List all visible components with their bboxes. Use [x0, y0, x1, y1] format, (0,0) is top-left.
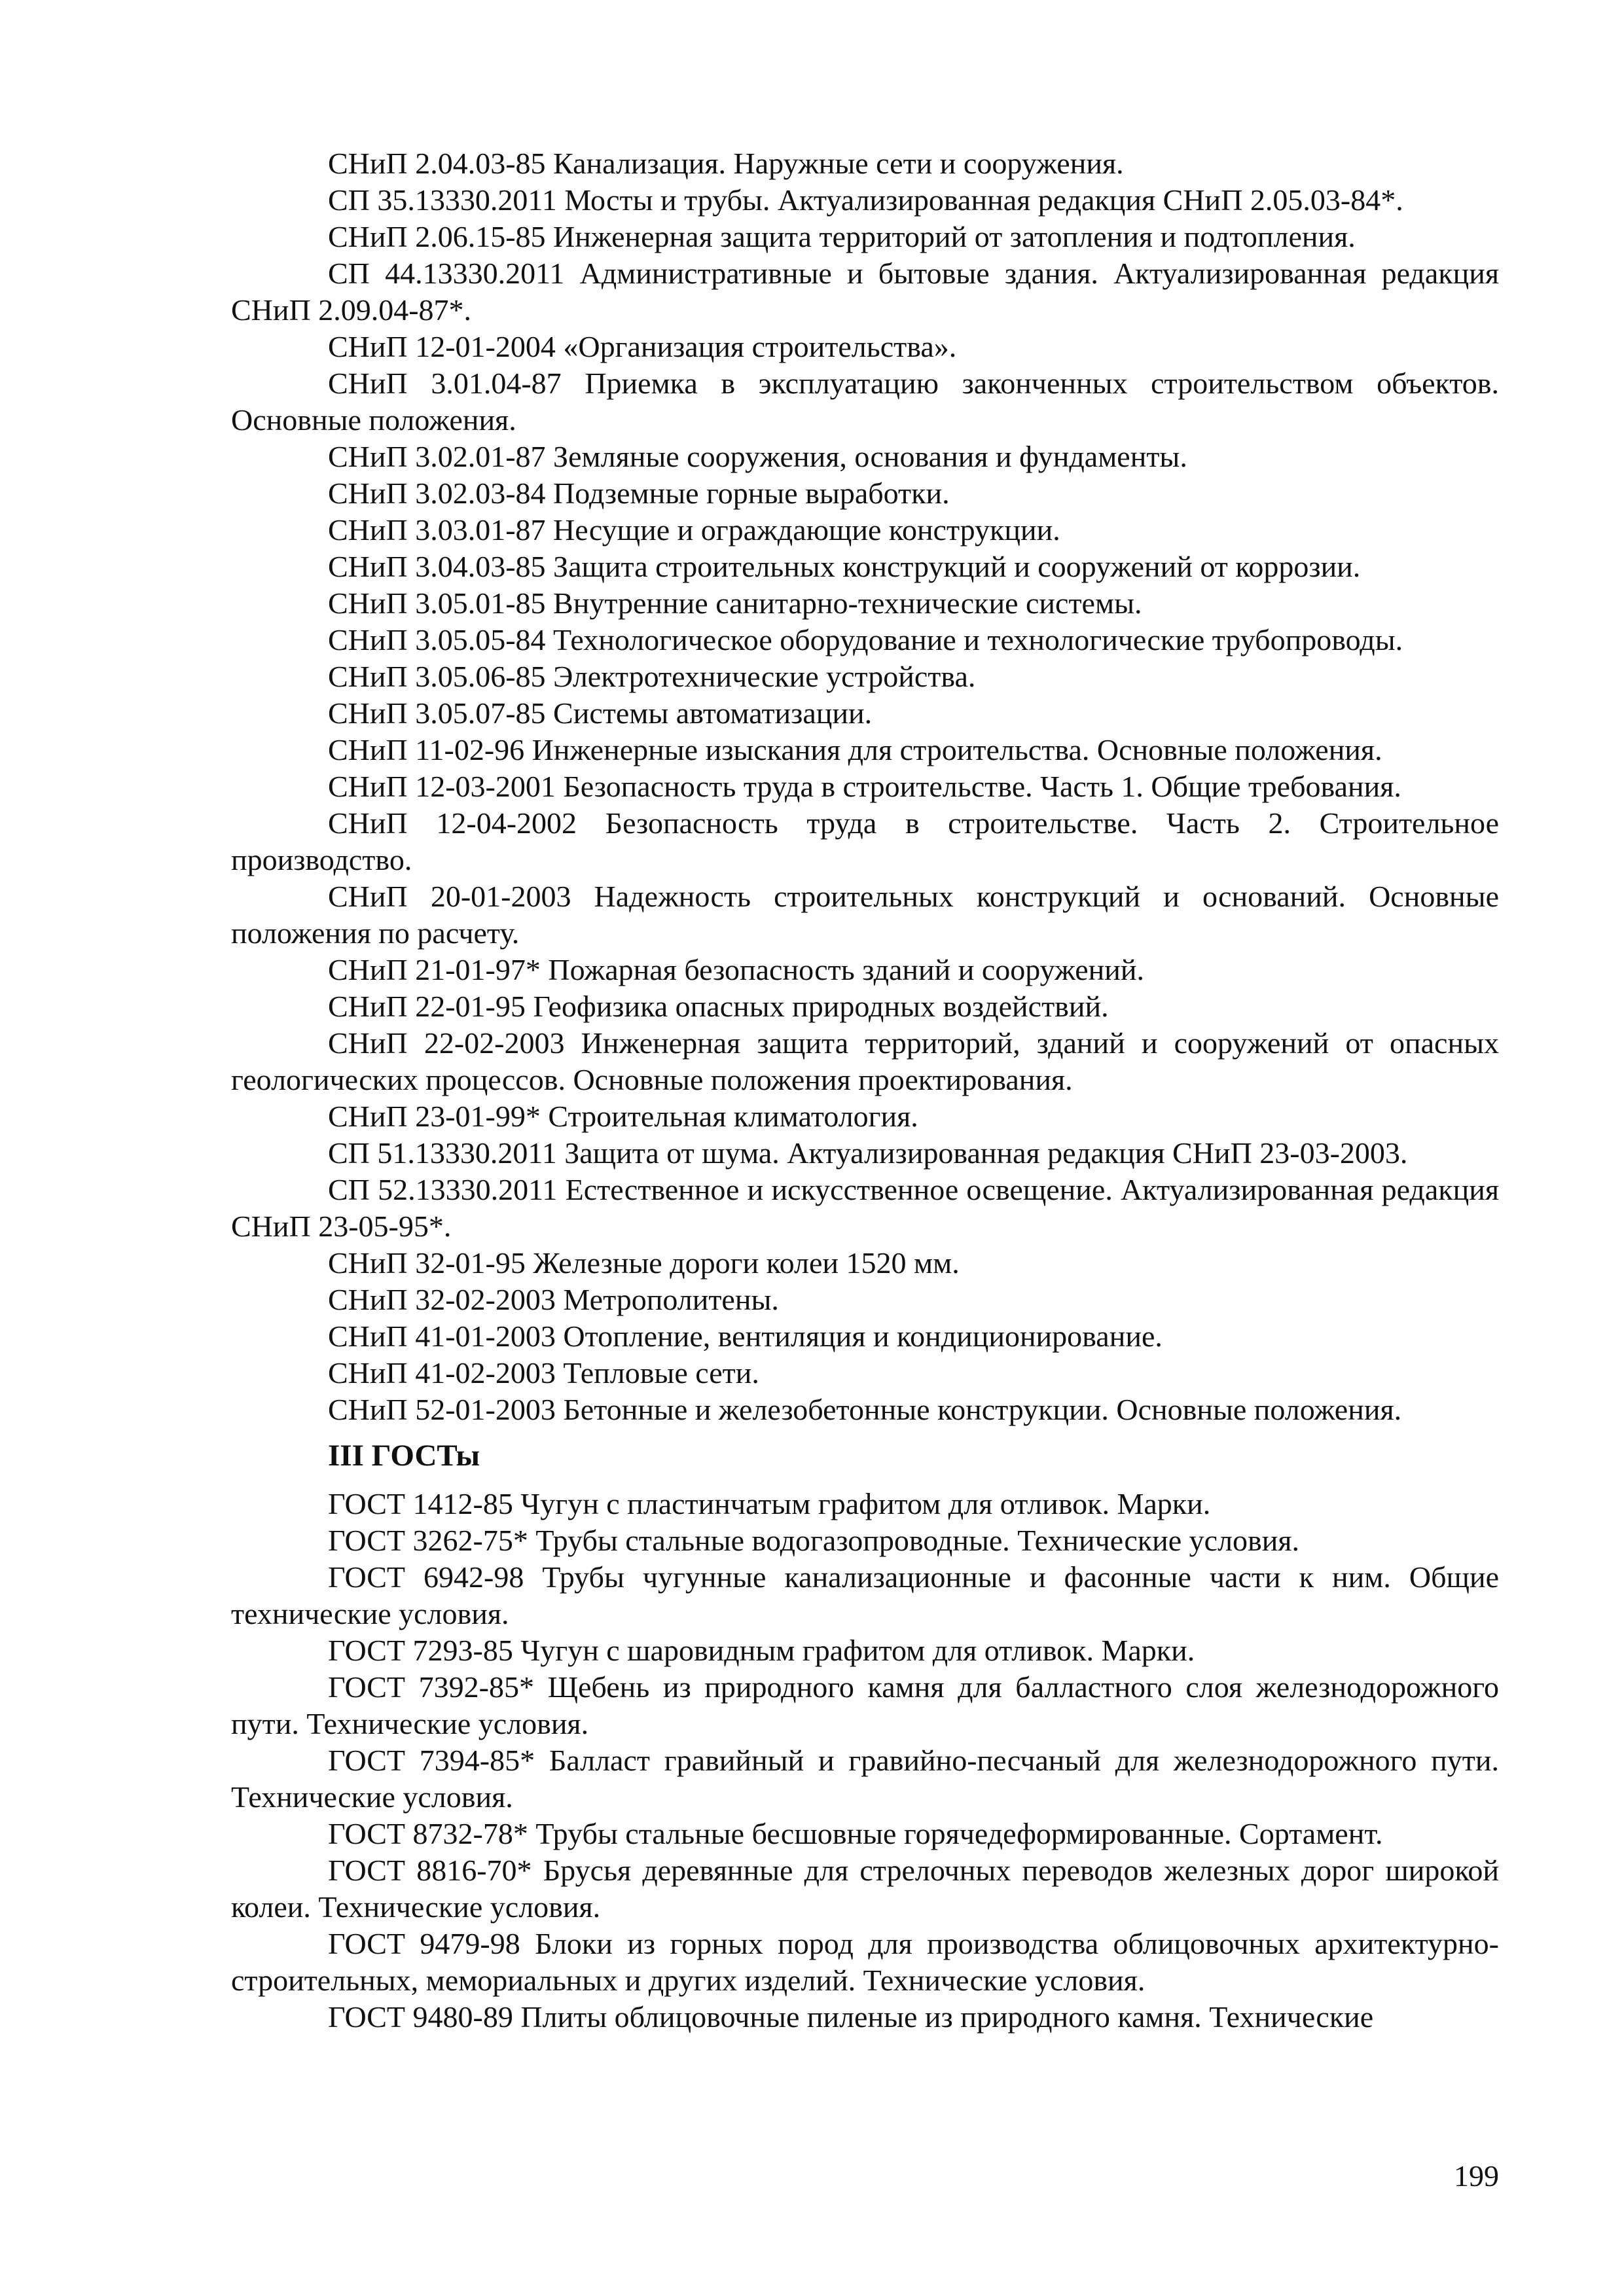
list-item: СНиП 32-01-95 Железные дороги колеи 1520 мм.: [328, 1246, 960, 1280]
list-item: СНиП 22-02-2003 Инженерная защита территорий, зданий и сооружений от опасных геологических процессов. Основные положения проектирования.: [231, 1026, 1499, 1096]
section-heading: III ГОСТы: [328, 1439, 480, 1473]
list-item: ГОСТ 3262-75* Трубы стальные водогазопроводные. Технические условия.: [328, 1524, 1300, 1557]
list-item: СНиП 32-02-2003 Метрополитены.: [328, 1283, 779, 1316]
page-number: 199: [1454, 2159, 1499, 2193]
list-item: ГОСТ 8816-70* Брусья деревянные для стрелочных переводов железных дорог широкой колеи. Технические условия.: [231, 1854, 1499, 1924]
list-item: СНиП 3.05.05-84 Технологическое оборудование и технологические трубопроводы.: [328, 623, 1403, 656]
list-item: СНиП 3.05.01-85 Внутренние санитарно-технические системы.: [328, 586, 1142, 620]
list-item: СНиП 41-01-2003 Отопление, вентиляция и кондиционирование.: [328, 1319, 1163, 1353]
list-item: СНиП 22-01-95 Геофизика опасных природных воздействий.: [328, 990, 1109, 1023]
list-item: ГОСТ 8732-78* Трубы стальные бесшовные горячедеформированные. Сортамент.: [328, 1817, 1383, 1850]
list-item: ГОСТ 9479-98 Блоки из горных пород для производства облицовочных архитектурно-строительных, мемориальных и других изделий. Технические условия.: [231, 1927, 1499, 1997]
list-item: ГОСТ 7394-85* Балласт гравийный и гравийно-песчаный для железнодорожного пути. Технические условия.: [231, 1744, 1499, 1814]
list-item: СНиП 2.06.15-85 Инженерная защита территорий от затопления и подтопления.: [328, 220, 1356, 253]
list-item: СП 52.13330.2011 Естественное и искусственное освещение. Актуализированная редакция СНиП 23-05-95*.: [231, 1173, 1499, 1243]
list-item: СП 51.13330.2011 Защита от шума. Актуализированная редакция СНиП 23-03-2003.: [328, 1136, 1408, 1170]
list-item: СП 44.13330.2011 Административные и бытовые здания. Актуализированная редакция СНиП 2.09.04-87*.: [231, 257, 1499, 327]
list-item: СНиП 2.04.03-85 Канализация. Наружные сети и сооружения.: [328, 147, 1124, 180]
list-item: ГОСТ 7293-85 Чугун с шаровидным графитом для отливок. Марки.: [328, 1634, 1195, 1667]
list-item: СНиП 3.04.03-85 Защита строительных конструкций и сооружений от коррозии.: [328, 550, 1361, 583]
list-item: СНиП 3.05.07-85 Системы автоматизации.: [328, 696, 873, 730]
list-item: СП 35.13330.2011 Мосты и трубы. Актуализированная редакция СНиП 2.05.03-84*.: [328, 183, 1403, 217]
list-item: СНиП 20-01-2003 Надежность строительных конструкций и оснований. Основные положения по расчету.: [231, 880, 1499, 950]
list-item: ГОСТ 1412-85 Чугун с пластинчатым графитом для отливок. Марки.: [328, 1487, 1211, 1520]
list-item: СНиП 3.02.01-87 Земляные сооружения, основания и фундаменты.: [328, 440, 1187, 473]
list-item: СНиП 11-02-96 Инженерные изыскания для строительства. Основные положения.: [328, 733, 1382, 766]
list-item: СНиП 12-01-2004 «Организация строительства».: [328, 330, 957, 363]
list-item: СНиП 12-04-2002 Безопасность труда в строительстве. Часть 2. Строительное производство.: [231, 806, 1499, 876]
list-item: СНиП 41-02-2003 Тепловые сети.: [328, 1356, 759, 1390]
list-item: СНиП 21-01-97* Пожарная безопасность зданий и сооружений.: [328, 953, 1145, 986]
list-item: СНиП 3.03.01-87 Несущие и ограждающие конструкции.: [328, 513, 1060, 547]
list-item: ГОСТ 9480-89 Плиты облицовочные пиленые из природного камня. Технические: [328, 2000, 1374, 2034]
list-item: СНиП 23-01-99* Строительная климатология.: [328, 1100, 918, 1133]
list-item: ГОСТ 6942-98 Трубы чугунные канализационные и фасонные части к ним. Общие технические условия.: [231, 1560, 1499, 1630]
list-item: СНиП 52-01-2003 Бетонные и железобетонные конструкции. Основные положения.: [328, 1393, 1402, 1426]
list-item: СНиП 3.05.06-85 Электротехнические устройства.: [328, 660, 976, 693]
list-item: ГОСТ 7392-85* Щебень из природного камня для балластного слоя железнодорожного пути. Технические условия.: [231, 1670, 1499, 1740]
document-body: [231, 145, 1499, 2036]
list-item: СНиП 3.01.04-87 Приемка в эксплуатацию законченных строительством объектов. Основные положения.: [231, 367, 1499, 437]
list-item: СНиП 12-03-2001 Безопасность труда в строительстве. Часть 1. Общие требования.: [328, 770, 1401, 803]
list-item: СНиП 3.02.03-84 Подземные горные выработки.: [328, 476, 950, 510]
